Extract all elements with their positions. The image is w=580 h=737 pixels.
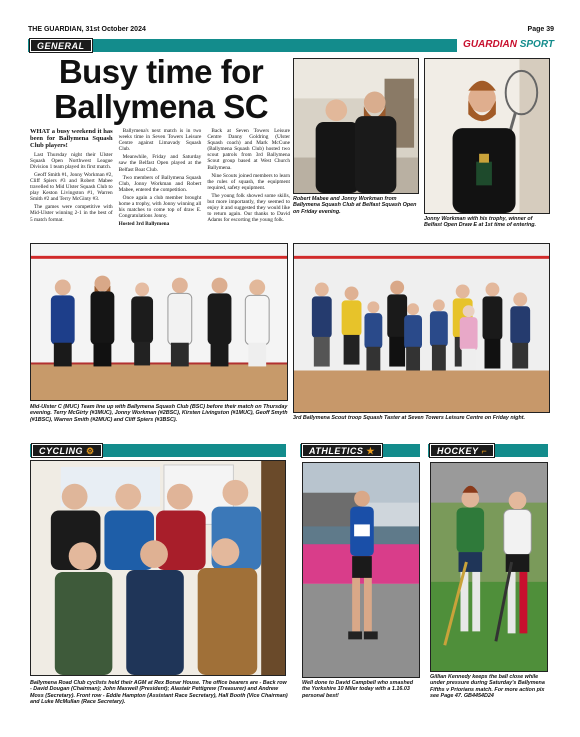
hockey-section-tag: HOCKEY ⌐ (430, 444, 494, 457)
cycling-icon: ⚙ (86, 446, 95, 456)
photo-team-lineup (30, 243, 288, 401)
runner-icon: ★ (366, 446, 375, 456)
article-paragraph: Geoff Smith #1, Jonny Workman #2, Cliff Spiers #3 and Robert Mabee travelled to Mid Ulster Squash Club to play Keston Livingston #1, Warren Smith #2 and Terry McGinty #3. (30, 171, 113, 203)
photo-athletics (302, 462, 420, 678)
article-subhead: Hosted 3rd Ballymena (118, 221, 170, 228)
page-number: Page 39 (527, 26, 554, 33)
article-paragraph: The games were competitive with Mid-Ulster winning 2-1 in the best of 5 match format. (30, 204, 113, 223)
caption-robert-jonny: Robert Mabee and Jonny Workman from Ballymena Squash Club at Belfast Squash Open on Friday evening. (293, 196, 417, 215)
photo-robert-jonny (293, 58, 419, 194)
article-lede: WHAT a busy weekend it has been for Ballymena Squash Club players! (30, 128, 113, 150)
page-header (28, 26, 554, 38)
general-section-tag: GENERAL (30, 39, 92, 52)
cycling-section-tag: CYCLING ⚙ (32, 444, 102, 457)
article-body (30, 128, 290, 240)
article-paragraph: The young folk showed some skills, but more importantly, they seemed to enjoy it and suggested they would like to return again. Our thanks to David Adams for escorting the young folk. (207, 192, 290, 224)
caption-jonny-trophy: Jonny Workman with his trophy, winner of Belfast Open Draw E at 1st time of entering. (424, 216, 537, 229)
caption-athletics: Well done to David Campbell who smashed the Yorkshire 10 Miler today with a 1.16.03 personal best! (302, 680, 414, 699)
hockey-stick-icon: ⌐ (481, 446, 488, 456)
article-paragraph: Back at Seven Towers Leisure Centre Danny Goldring (Ulster Squash coach) and Mark McCune (Ballymena Squash Club) hosted two scout patrols from 3rd Ballymena Scout group based at West Church Ballymena. (207, 128, 290, 171)
guardian-sport-brand: GUARDIAN SPORT (457, 38, 554, 52)
photo-cycling-agm (30, 460, 286, 676)
article-paragraph: Meanwhile, Friday and Saturday saw the Belfast Open played at the Belfast Boat Club. (118, 154, 202, 173)
photo-scouts (293, 243, 550, 413)
athletics-section-tag: ATHLETICS ★ (302, 444, 382, 457)
paper-date: THE GUARDIAN, 31st October 2024 (28, 26, 146, 33)
headline: Busy time for Ballymena SC (53, 53, 269, 125)
article-paragraph: Once again a club member brought home a trophy, with Jonny winning all his matches to come top of draw E. Congratulations Jonny. (118, 194, 202, 220)
caption-hockey: Gillian Kennedy keeps the ball close while under pressure during Saturday's Ballymena Fifths v Priorians match. For more action pix see Page 47. GB4454D24 (430, 674, 545, 700)
caption-team-lineup: Mid-Ulster C (MUC) Team line up with Ballymena Squash Club (BSC) before their match on Thursday evening. Terry McGirty (#3MUC), Jonny Workman (#2BSC), Kirsten Livingston (#1MUC), Geoff Smyth (#1BSC), Warren Smith (#2MUC) and Cliff Spiers (#3BSC). (30, 404, 288, 423)
article-paragraph: Last Thursday night their Ulster Squash Open Northwest League Division 1 team played its first match. (30, 151, 113, 170)
caption-scouts: 3rd Ballymena Scout troop Squash Taster at Seven Towers Leisure Centre on Friday night. (293, 415, 526, 421)
article-paragraph: Two members of Ballymena Squash Club, Jonny Workman and Robert Mabee, entered the competition. (118, 174, 202, 193)
article-paragraph: Nine Scouts joined members to learn the rules of squash, the equipment required, safety equipment. (207, 172, 290, 191)
photo-jonny-trophy (424, 58, 550, 214)
article-paragraph: Ballymena's next match is in two weeks time in Seven Towers Leisure Centre against Limavady Squash Club. (118, 128, 202, 153)
photo-hockey (430, 462, 548, 672)
caption-cycling: Ballymena Road Club cyclists held their AGM at Rex Bonar House. The office bearers are - Back row - David Dougan (Chairman); John Maxwell (President); Alastair Pettigrew (Treasurer) and Andrew Moss (Secretary). Front row - Eddie Hampton (Assistant Race Secretary), Hall Booth (Vice Chairman) and Luke McMullan (Race Secretary). (30, 680, 288, 706)
